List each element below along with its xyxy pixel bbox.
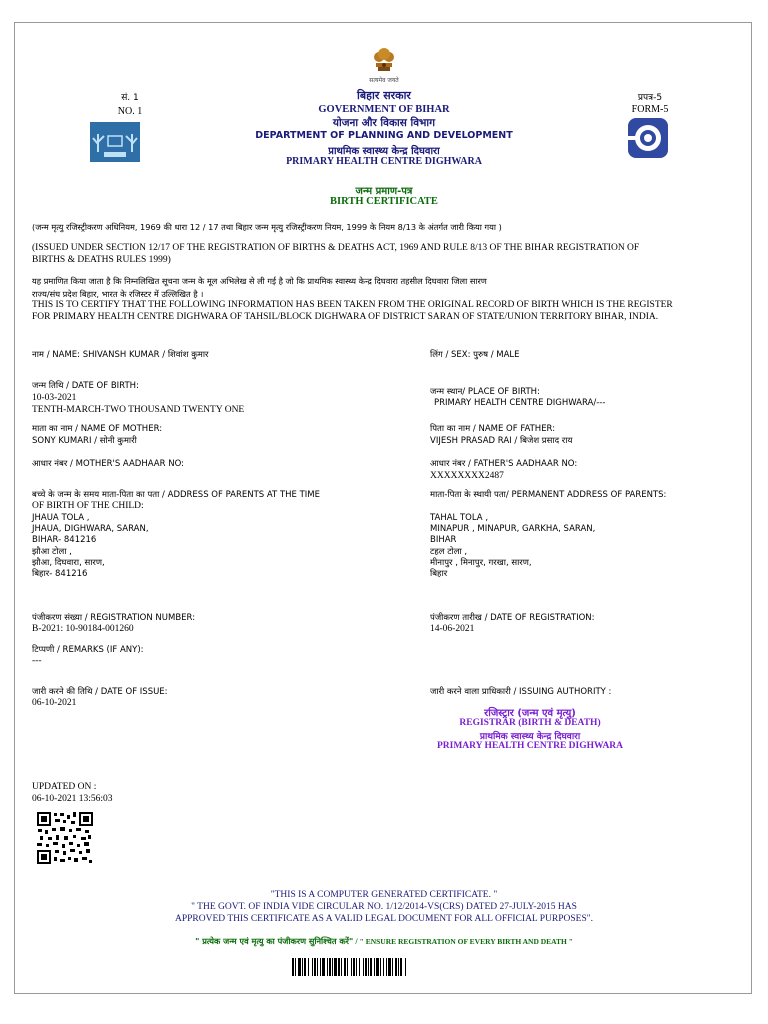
- addr-perm-line: BIHAR: [430, 535, 457, 546]
- addr-perm-block: [430, 513, 595, 580]
- barcode-bar: [304, 958, 306, 976]
- barcode-bar: [298, 958, 301, 976]
- name-field: नाम / NAME: SHIVANSH KUMAR / शिवांश कुमार: [32, 350, 209, 360]
- addr-perm-line: TAHAL TOLA ,: [430, 513, 489, 523]
- phc-hi: प्राथमिक स्वास्थ्य केन्द्र दिघवारा: [328, 146, 440, 157]
- addr-birth-line: JHAUA TOLA ,: [32, 513, 90, 523]
- slogan-hi: " प्रत्येक जन्म एवं मृत्यु का पंजीकरण सुनिश्चित करें": [195, 936, 354, 946]
- circular-note-1: " THE GOVT. OF INDIA VIDE CIRCULAR NO. 1/12/2014-VS(CRS) DATED 27-JULY-2015 HAS: [191, 902, 577, 912]
- barcode-bar: [312, 958, 313, 976]
- dept-hi: योजना और विकास विभाग: [332, 117, 436, 129]
- barcode-bar: [341, 958, 342, 976]
- addr-perm-line: बिहार: [430, 569, 448, 580]
- phc-en: PRIMARY HEALTH CENTRE DIGHWARA: [286, 156, 482, 167]
- addr-birth-line: BIHAR- 841216: [32, 535, 97, 546]
- issued-under-en-2: BIRTHS & DEATHS RULES 1999): [32, 255, 171, 265]
- govt-en: GOVERNMENT OF BIHAR: [318, 104, 450, 115]
- cert-title-en: BIRTH CERTIFICATE: [330, 196, 438, 207]
- barcode-bar: [388, 958, 391, 976]
- addr-perm-label: माता-पिता के स्थायी पता/ PERMANENT ADDRESS OF PARENTS:: [430, 490, 667, 500]
- health-department-icon: [628, 118, 668, 158]
- barcode-bar: [386, 958, 387, 976]
- barcode-bar: [302, 958, 303, 976]
- barcode-bar: [308, 958, 309, 976]
- form-en: FORM-5: [631, 104, 669, 115]
- certify-hi-1: यह प्रमाणित किया जाता है कि निम्नलिखित सूचना जन्म के मूल अभिलेख से ली गई है जो कि प्राथमिक स्वास्थ्य केन्द्र दिघवारा तहसील दिघवारा जिला सारण: [32, 276, 487, 286]
- addr-birth-label-1: बच्चे के जन्म के समय माता-पिता का पता / ADDRESS OF PARENTS AT THE TIME: [32, 490, 321, 500]
- barcode-bar: [365, 958, 367, 976]
- updated-value: 06-10-2021 13:56:03: [32, 794, 113, 804]
- mother-aadhaar-label: आधार नंबर / MOTHER'S AADHAAR NO:: [32, 459, 184, 469]
- slogan-en: " ENSURE REGISTRATION OF EVERY BIRTH AND DEATH ": [359, 937, 573, 946]
- barcode-bar: [322, 958, 325, 976]
- slogan: [0, 936, 768, 947]
- addr-birth-block: [32, 513, 149, 580]
- barcode-bar: [334, 958, 337, 976]
- barcode-bar: [405, 958, 406, 976]
- serial-en: NO. 1: [117, 106, 143, 117]
- barcode: [292, 958, 476, 981]
- reg-no-value: B-2021: 10-90184-001260: [32, 624, 134, 634]
- qr-code-icon: [36, 811, 94, 865]
- barcode-bar: [314, 958, 316, 976]
- barcode-bar: [368, 958, 369, 976]
- slogan-separator: /: [353, 937, 360, 946]
- ashoka-emblem-icon: [369, 44, 399, 74]
- barcode-bar: [374, 958, 375, 976]
- issued-under-hi: (जन्म मृत्यु रजिस्ट्रीकरण अधिनियम, 1969 की धारा 12 / 17 तथा बिहार जन्म मृत्यु रजिस्ट्रीकरण नियम, 1999 के नियम 8/13 के अंतर्गत जारी किया गया ): [32, 222, 502, 232]
- barcode-bar: [400, 958, 402, 976]
- addr-birth-line: झौआ, दिघवारा, सारण,: [32, 557, 105, 568]
- addr-perm-line: मीनापुर , मिनापुर, गरखा, सारण,: [430, 557, 532, 568]
- barcode-bar: [395, 958, 397, 976]
- form-hi: प्रपत्र-5: [637, 93, 663, 103]
- cert-title-hi: जन्म प्रमाण-पत्र: [355, 186, 413, 197]
- state-emblem: [0, 44, 768, 79]
- barcode-bar: [376, 958, 379, 976]
- emblem-caption: सत्यमेव जयते: [369, 77, 399, 84]
- barcode-bar: [398, 958, 399, 976]
- computer-generated-note: "THIS IS A COMPUTER GENERATED CERTIFICATE. ": [270, 890, 498, 900]
- barcode-bar: [351, 958, 352, 976]
- pob-value: PRIMARY HEALTH CENTRE DIGHWARA/---: [434, 398, 606, 408]
- addr-perm-line: टहल टोला ,: [430, 546, 468, 557]
- dept-en: DEPARTMENT OF PLANNING AND DEVELOPMENT: [255, 130, 513, 141]
- addr-birth-label-2: OF BIRTH OF THE CHILD:: [32, 501, 144, 511]
- barcode-bar: [327, 958, 328, 976]
- barcode-bar: [353, 958, 355, 976]
- issue-date-value: 06-10-2021: [32, 698, 77, 708]
- reg-date-label: पंजीकरण तारीख / DATE OF REGISTRATION:: [430, 613, 595, 623]
- barcode-bar: [344, 958, 346, 976]
- mother-value: SONY KUMARI / सोनी कुमारी: [32, 436, 137, 446]
- father-aadhaar-label: आधार नंबर / FATHER'S AADHAAR NO:: [430, 459, 578, 469]
- father-value: VIJESH PRASAD RAI / बिजेश प्रसाद राय: [430, 436, 573, 446]
- barcode-bar: [332, 958, 333, 976]
- sex-field: लिंग / SEX: पुरुष / MALE: [430, 350, 520, 360]
- pob-label: जन्म स्थान/ PLACE OF BIRTH:: [430, 387, 540, 397]
- father-label: पिता का नाम / NAME OF FATHER:: [430, 424, 556, 434]
- remarks-label: टिप्पणी / REMARKS (IF ANY):: [32, 645, 144, 655]
- barcode-icon: [292, 958, 476, 976]
- barcode-bar: [363, 958, 364, 976]
- govt-hi: बिहार सरकार: [357, 89, 411, 102]
- barcode-bar: [338, 958, 340, 976]
- remarks-value: ---: [32, 656, 42, 666]
- mother-label: माता का नाम / NAME OF MOTHER:: [32, 424, 163, 434]
- barcode-bar: [380, 958, 381, 976]
- registrar-hi: रजिस्ट्रार (जन्म एवं मृत्यु): [484, 708, 576, 719]
- barcode-bar: [347, 958, 348, 976]
- registrar-phc-hi: प्राथमिक स्वास्थ्य केन्द्र दिघवारा: [479, 732, 581, 742]
- certify-en-1: THIS IS TO CERTIFY THAT THE FOLLOWING INFORMATION HAS BEEN TAKEN FROM THE ORIGINAL RECORD OF BIRTH WHICH IS THE REGISTER: [32, 300, 673, 310]
- dob-label: जन्म तिथि / DATE OF BIRTH:: [32, 381, 139, 391]
- barcode-bar: [317, 958, 318, 976]
- dob-words: TENTH-MARCH-TWO THOUSAND TWENTY ONE: [32, 405, 245, 415]
- barcode-bar: [295, 958, 296, 976]
- issue-date-label: जारी करने की तिथि / DATE OF ISSUE:: [32, 687, 168, 697]
- addr-birth-line: बिहार- 841216: [32, 569, 88, 580]
- registrar-en: REGISTRAR (BIRTH & DEATH): [459, 718, 601, 728]
- barcode-bar: [329, 958, 331, 976]
- reg-no-label: पंजीकरण संख्या / REGISTRATION NUMBER:: [32, 613, 196, 623]
- serial-hi: सं. 1: [121, 93, 139, 103]
- barcode-bar: [320, 958, 321, 976]
- addr-perm-line: MINAPUR , MINAPUR, GARKHA, SARAN,: [430, 524, 596, 535]
- barcode-bar: [356, 958, 357, 976]
- health-logo: [628, 118, 668, 163]
- addr-birth-line: झौआ टोला ,: [32, 546, 72, 557]
- issued-under-en-1: (ISSUED UNDER SECTION 12/17 OF THE REGISTRATION OF BIRTHS & DEATHS ACT, 1969 AND RULE 8/13 OF THE BIHAR REGISTRATION OF: [32, 243, 640, 253]
- circular-note-2: APPROVED THIS CERTIFICATE AS A VALID LEGAL DOCUMENT FOR ALL OFFICIAL PURPOSES".: [174, 914, 594, 924]
- dob-value: 10-03-2021: [32, 393, 77, 403]
- reg-date-value: 14-06-2021: [430, 624, 475, 634]
- certify-hi-2: राज्य/संघ प्रदेश बिहार, भारत के रजिस्टर में उल्लिखित है ।: [32, 289, 204, 299]
- barcode-bar: [359, 958, 360, 976]
- issuing-authority-label: जारी करने वाला प्राधिकारी / ISSUING AUTHORITY :: [430, 687, 612, 697]
- certify-en-2: FOR PRIMARY HEALTH CENTRE DIGHWARA OF TAHSIL/BLOCK DIGHWARA OF DISTRICT SARAN OF STATE/UNION TERRITORY BIHAR, INDIA.: [32, 312, 659, 322]
- addr-birth-line: JHAUA, DIGHWARA, SARAN,: [32, 524, 149, 535]
- barcode-bar: [383, 958, 384, 976]
- barcode-bar: [392, 958, 393, 976]
- barcode-bar: [292, 958, 294, 976]
- father-aadhaar-value: XXXXXXXX2487: [430, 471, 504, 481]
- updated-label: UPDATED ON :: [32, 782, 97, 792]
- barcode-bar: [370, 958, 372, 976]
- qr-code: [36, 811, 94, 870]
- registrar-phc-en: PRIMARY HEALTH CENTRE DIGHWARA: [436, 741, 624, 751]
